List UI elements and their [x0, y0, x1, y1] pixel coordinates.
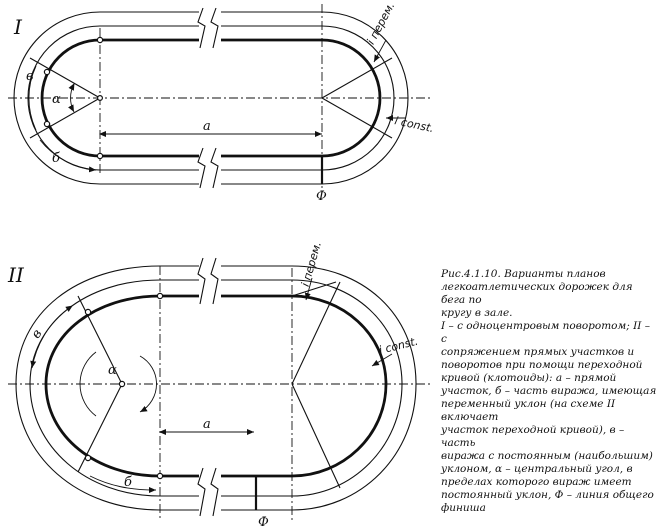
- plan-II-break-bottom: [198, 468, 221, 516]
- plan-II-point-upper-curve: [85, 309, 90, 314]
- caption-line: виража с постоянным (наибольшим): [441, 450, 653, 462]
- plan-I-i-var-label: i перем.: [364, 0, 398, 47]
- plan-II-center-point: [119, 381, 124, 386]
- plan-I-center-point: [98, 96, 103, 101]
- plan-I-break-top: [198, 8, 221, 48]
- plan-I-v-label: в: [26, 69, 34, 84]
- plan-I-inner-track: [42, 40, 380, 156]
- caption-line: кривой (клотоиды): а – прямой: [441, 372, 617, 384]
- plan-II-i-const-label: i const.: [377, 334, 420, 357]
- caption-line: постоянный уклон, Ф – линия общего: [441, 489, 654, 501]
- plan-I-a-label: а: [203, 119, 211, 134]
- plan-I-break-bottom: [198, 148, 221, 188]
- caption-line: I – с одноцентровым поворотом; II – с: [441, 320, 650, 345]
- plan-II-inner-track: [46, 296, 386, 476]
- plan-II-break-top: [198, 258, 221, 304]
- plan-II-alpha-label: α: [108, 363, 117, 378]
- plan-I-alpha-label: α: [52, 92, 61, 107]
- plan-II-point-bottom: [157, 473, 162, 478]
- plan-I-point-top: [97, 37, 102, 42]
- caption-line: Рис.4.1.10. Варианты планов: [441, 268, 606, 280]
- caption-line: кругу в зале.: [441, 307, 513, 319]
- plan-II-v-label: в: [28, 326, 46, 342]
- plan-II: [7, 240, 430, 530]
- plan-II-finish-label: Ф: [258, 515, 269, 530]
- figure-caption: [441, 268, 657, 515]
- caption-line: финиша: [441, 502, 486, 514]
- plan-I: [8, 0, 435, 204]
- caption-line: участок, б – часть виража, имеющая: [441, 385, 657, 397]
- plan-II-point-top: [157, 293, 162, 298]
- plan-I-point-upper-curve: [44, 69, 49, 74]
- plan-I-i-const-label: i const.: [393, 114, 436, 136]
- plan-I-point-bottom: [97, 153, 102, 158]
- plan-II-radial-bottom: [78, 384, 122, 472]
- plan-I-b-label: б: [52, 151, 60, 166]
- caption-line: легкоатлетических дорожек для бега по: [441, 281, 633, 306]
- plan-I-radial-top: [30, 58, 100, 98]
- plan-II-numeral: II: [8, 263, 24, 287]
- plan-I-radial-bottom: [30, 98, 100, 138]
- plan-II-i-var-label: i перем.: [298, 240, 325, 289]
- caption-line: поворотов при помощи переходной: [441, 359, 643, 371]
- plan-II-point-lower-curve: [85, 455, 90, 460]
- caption-line: пределах которого вираж имеет: [441, 476, 632, 488]
- plan-II-b-label: б: [124, 475, 132, 490]
- plan-I-point-lower-curve: [44, 121, 49, 126]
- caption-line: сопряжением прямых участков и: [441, 346, 635, 358]
- plan-I-numeral: I: [14, 15, 22, 39]
- plan-I-finish-label: Ф: [316, 189, 327, 204]
- caption-line: участок переходной кривой), в – часть: [441, 424, 625, 449]
- plan-I-radial-right-top: [322, 58, 392, 98]
- plan-II-a-label: а: [203, 417, 211, 432]
- plan-I-radial-right-bottom: [322, 98, 392, 138]
- caption-line: уклоном, α – центральный угол, в: [441, 463, 633, 475]
- plan-II-b-arc: [90, 476, 156, 490]
- caption-line: переменный уклон (на схеме II включает: [441, 398, 616, 423]
